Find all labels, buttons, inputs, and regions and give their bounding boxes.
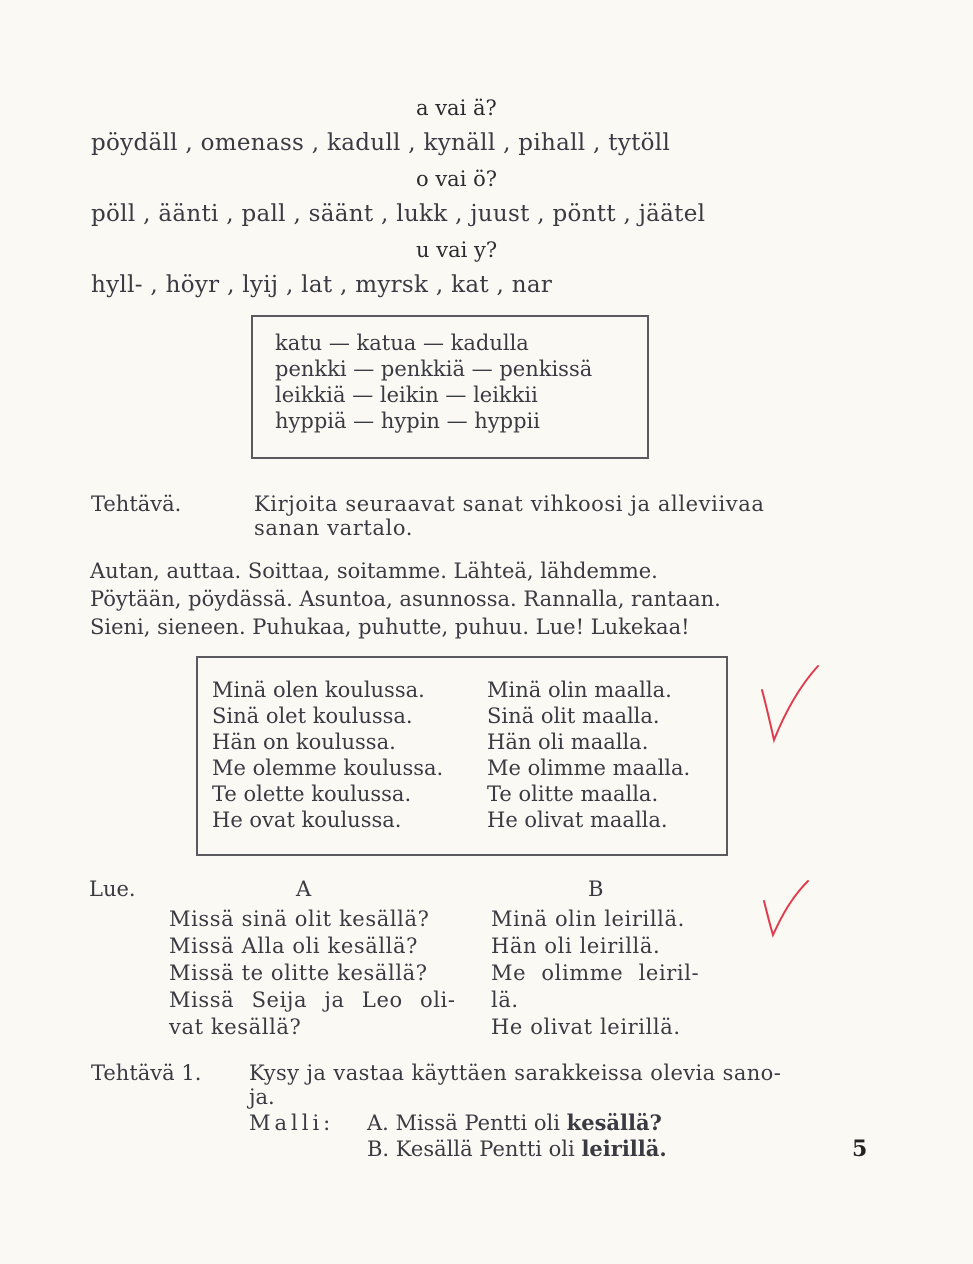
answer-line: Minä olin leirillä. — [491, 907, 685, 931]
question-line: Missä Alla oli kesällä? — [169, 934, 418, 958]
malli-b-bold: leirillä. — [581, 1136, 667, 1161]
reading-line: Sieni, sieneen. Puhukaa, puhutte, puhuu. Lue! Lukekaa! — [90, 615, 690, 639]
task-text-line-1: Kirjoita seuraavat sanat vihkoosi ja alleviivaa — [254, 492, 765, 516]
malli-example-b — [367, 1136, 667, 1162]
words-line-3: hyll- , höyr , lyij , lat , myrsk , kat , nar — [91, 272, 553, 298]
column-b-heading: B — [588, 877, 604, 901]
word-forms-box — [251, 315, 649, 459]
heading-a-vai-a: a vai ä? — [416, 96, 497, 120]
conjugation-past: Minä olin maalla. — [487, 678, 672, 702]
box1-line: penkki — penkkiä — penkissä — [275, 357, 593, 381]
answer-line: He olivat leirillä. — [491, 1015, 681, 1039]
malli-a-bold: kesällä? — [566, 1110, 662, 1135]
answer-line: lä. — [491, 988, 519, 1012]
question-line: vat kesällä? — [169, 1015, 302, 1039]
box1-line: leikkiä — leikin — leikkii — [275, 383, 538, 407]
conjugation-present: Minä olen koulussa. — [212, 678, 425, 702]
lue-label: Lue. — [89, 877, 136, 901]
answer-line: Me olimme leiril- — [491, 961, 700, 985]
question-line: Missä te olitte kesällä? — [169, 961, 428, 985]
task-label: Tehtävä. — [91, 492, 182, 516]
words-line-1: pöydäll , omenass , kadull , kynäll , pihall , tytöll — [91, 130, 671, 156]
conjugation-past: He olivat maalla. — [487, 808, 668, 832]
question-line: Missä Seija ja Leo oli- — [169, 988, 456, 1012]
malli-b-text: B. Kesällä Pentti oli — [367, 1137, 575, 1161]
malli-a-text: A. Missä Pentti oli — [367, 1111, 560, 1135]
malli-example-a — [367, 1110, 662, 1136]
checkmark-icon — [756, 660, 826, 750]
reading-line: Autan, auttaa. Soittaa, soitamme. Lähteä, lähdemme. — [90, 559, 658, 583]
box1-line: katu — katua — kadulla — [275, 331, 529, 355]
malli-label: Malli: — [249, 1111, 335, 1135]
task-1-text-line-1: Kysy ja vastaa käyttäen sarakkeissa olevia sano- — [249, 1061, 782, 1085]
words-line-2: pöll , äänti , pall , säänt , lukk , juust , pöntt , jäätel — [91, 201, 706, 227]
checkmark-icon — [756, 875, 826, 945]
task-1-text-line-2: ja. — [249, 1085, 275, 1109]
answer-line: Hän oli leirillä. — [491, 934, 661, 958]
column-a-heading: A — [296, 877, 312, 901]
task-1-label: Tehtävä 1. — [91, 1061, 202, 1085]
conjugation-past: Hän oli maalla. — [487, 730, 649, 754]
conjugation-present: Me olemme koulussa. — [212, 756, 444, 780]
heading-o-vai-o: o vai ö? — [416, 167, 497, 191]
conjugation-past: Me olimme maalla. — [487, 756, 691, 780]
task-text-line-2: sanan vartalo. — [254, 516, 413, 540]
conjugation-present: He ovat koulussa. — [212, 808, 402, 832]
conjugation-present: Hän on koulussa. — [212, 730, 396, 754]
reading-line: Pöytään, pöydässä. Asuntoa, asunnossa. Rannalla, rantaan. — [90, 587, 721, 611]
heading-u-vai-y: u vai y? — [416, 238, 498, 262]
conjugation-present: Sinä olet koulussa. — [212, 704, 413, 728]
conjugation-past: Sinä olit maalla. — [487, 704, 660, 728]
page-number: 5 — [852, 1136, 868, 1162]
box1-line: hyppiä — hypin — hyppii — [275, 409, 540, 433]
conjugation-present: Te olette koulussa. — [212, 782, 412, 806]
conjugation-box — [196, 656, 728, 856]
question-line: Missä sinä olit kesällä? — [169, 907, 430, 931]
conjugation-past: Te olitte maalla. — [487, 782, 659, 806]
